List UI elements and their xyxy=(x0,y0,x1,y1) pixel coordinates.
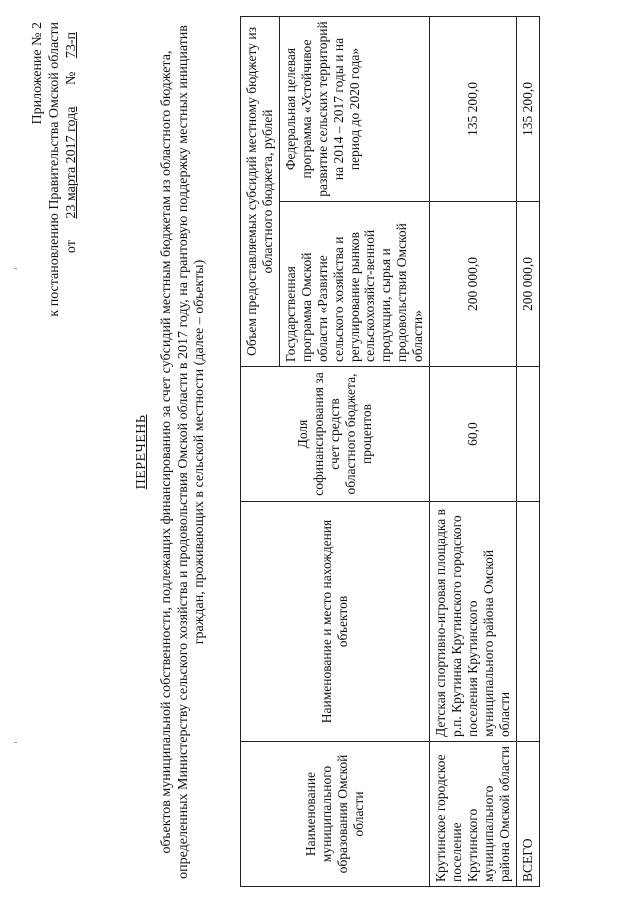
cell-total-federal: 135 200,0 xyxy=(516,17,539,202)
header-subsidy-volume: Объем предоставляемых субсидий местному бюджету из областного бюджета, рублей xyxy=(241,17,280,367)
table-total-row xyxy=(516,17,539,887)
page-title: ПЕРЕЧЕНЬ xyxy=(134,414,149,490)
header-municipality: Наименование муниципального образования Омской области xyxy=(241,742,430,887)
document-page xyxy=(22,12,622,892)
objects-table xyxy=(240,16,540,887)
appendix-block xyxy=(30,22,80,362)
header-object: Наименование и место нахождения объектов xyxy=(241,502,430,742)
appendix-resolution-number: 73-п xyxy=(63,32,79,59)
table-row xyxy=(430,17,517,887)
cell-total-empty-object xyxy=(516,502,539,742)
page-subtitle: объектов муниципальной собственности, подлежащих финансированию за счет субсидий местным бюджетам из областного бюджета, определенных Министерству сельского хозяйства и продовольствия Омской области в 2017 году, на грантовую поддержку местных инициатив граждан, проживающих в сельской местности (далее – объекты) xyxy=(158,25,208,879)
margin-mark xyxy=(14,268,17,269)
appendix-date: 23 марта 2017 года xyxy=(63,106,79,219)
appendix-number-prefix: № xyxy=(63,71,79,86)
table-header-row xyxy=(241,17,280,887)
cell-total-regional: 200 000,0 xyxy=(516,202,539,367)
cell-total-empty-share xyxy=(516,367,539,502)
cell-total-label: ВСЕГО xyxy=(516,742,539,887)
cell-object: Детская спортивно-игровая площадка в р.п. Крутинка Крутинского городского поселения Крутинского муниципального района Омской области xyxy=(430,502,517,742)
appendix-date-line xyxy=(64,22,81,362)
header-regional-program: Государственная программа Омской области «Развитие сельского хозяйства и регулирование рынков сельскохозяйст-венной продукции, сырья и продовольствия Омской области» xyxy=(279,202,429,367)
appendix-resolution-ref: к постановлению Правительства Омской области xyxy=(46,22,62,317)
appendix-date-prefix: от xyxy=(63,240,79,254)
margin-mark xyxy=(14,742,17,743)
cell-regional-amount: 200 000,0 xyxy=(430,202,517,367)
cell-share: 60,0 xyxy=(430,367,517,502)
cell-municipality: Крутинское городское поселение Крутинского муниципального района Омской области xyxy=(430,742,517,887)
title-block xyxy=(134,22,209,882)
appendix-number: Приложение № 2 xyxy=(30,22,45,125)
header-share: Доля софинансирования за счет средств областного бюджета, процентов xyxy=(241,367,430,502)
cell-federal-amount: 135 200,0 xyxy=(430,17,517,202)
header-federal-program: Федеральная целевая программа «Устойчивое развитие сельских территорий на 2014 – 2017 годы и на период до 2020 года» xyxy=(279,17,429,202)
